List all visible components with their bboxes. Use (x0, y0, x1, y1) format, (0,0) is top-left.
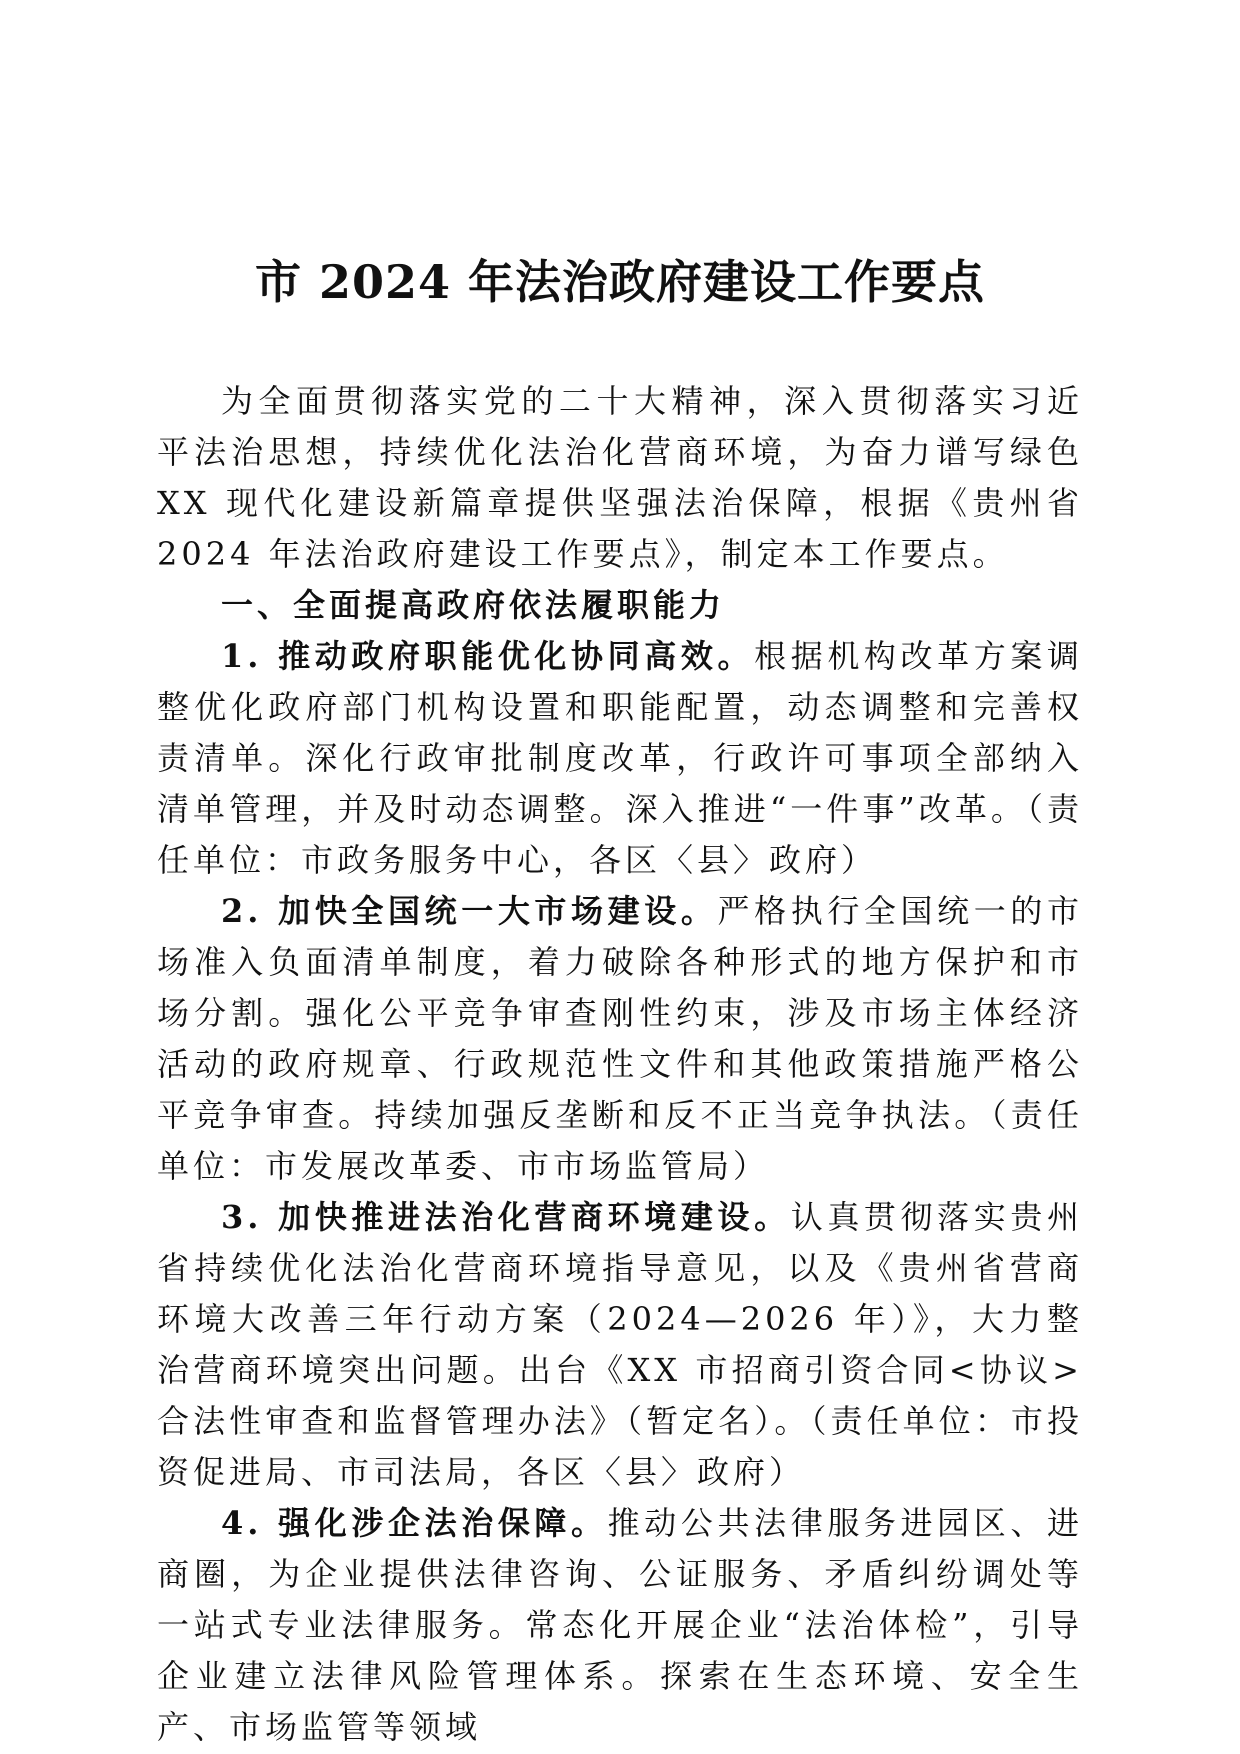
item-lead: 4. 强化涉企法治保障。 (221, 1504, 608, 1542)
list-item (157, 886, 1083, 1192)
item-lead: 2. 加快全国统一大市场建设。 (221, 892, 718, 930)
section-heading: 一、全面提高政府依法履职能力 (221, 586, 726, 624)
intro-paragraph: 为全面贯彻落实党的二十大精神，深入贯彻落实习近平法治思想，持续优化法治化营商环境，为奋力谱写绿色 XX 现代化建设新篇章提供坚强法治保障，根据《贵州省 2024 年法治政府建设工作要点》，制定本工作要点。 (157, 382, 1083, 573)
item-text: 推动公共法律服务进园区、进商圈，为企业提供法律咨询、公证服务、矛盾纠纷调处等一站式专业法律服务。常态化开展企业“法治体检”，引导企业建立法律风险管理体系。探索在生态环境、安全生产、市场监管等领域 (157, 1504, 1083, 1746)
item-text: 认真贯彻落实贵州省持续优化法治化营商环境指导意见，以及《贵州省营商环境大改善三年行动方案（2024—2026 年）》，大力整治营商环境突出问题。出台《XX 市招商引资合同<协议>合法性审查和监督管理办法》（暂定名）。（责任单位：市投资促进局、市司法局，各区〈县〉政府） (157, 1198, 1083, 1491)
item-lead: 1. 推动政府职能优化协同高效。 (221, 637, 755, 675)
document-title: 市 2024 年法治政府建设工作要点 (254, 255, 986, 309)
list-item (157, 631, 1083, 886)
item-text: 根据机构改革方案调整优化政府部门机构设置和职能配置，动态调整和完善权责清单。深化行政审批制度改革，行政许可事项全部纳入清单管理，并及时动态调整。深入推进“一件事”改革。（责任单位：市政务服务中心，各区〈县〉政府） (157, 637, 1083, 879)
item-text: 严格执行全国统一的市场准入负面清单制度，着力破除各种形式的地方保护和市场分割。强化公平竞争审查刚性约束，涉及市场主体经济活动的政府规章、行政规范性文件和其他政策措施严格公平竞争审查。持续加强反垄断和反不正当竞争执法。（责任单位：市发展改革委、市市场监管局） (157, 892, 1083, 1185)
list-item (157, 1498, 1083, 1753)
item-lead: 3. 加快推进法治化营商环境建设。 (221, 1198, 791, 1236)
document-body (157, 376, 1083, 1753)
list-item (157, 1192, 1083, 1498)
